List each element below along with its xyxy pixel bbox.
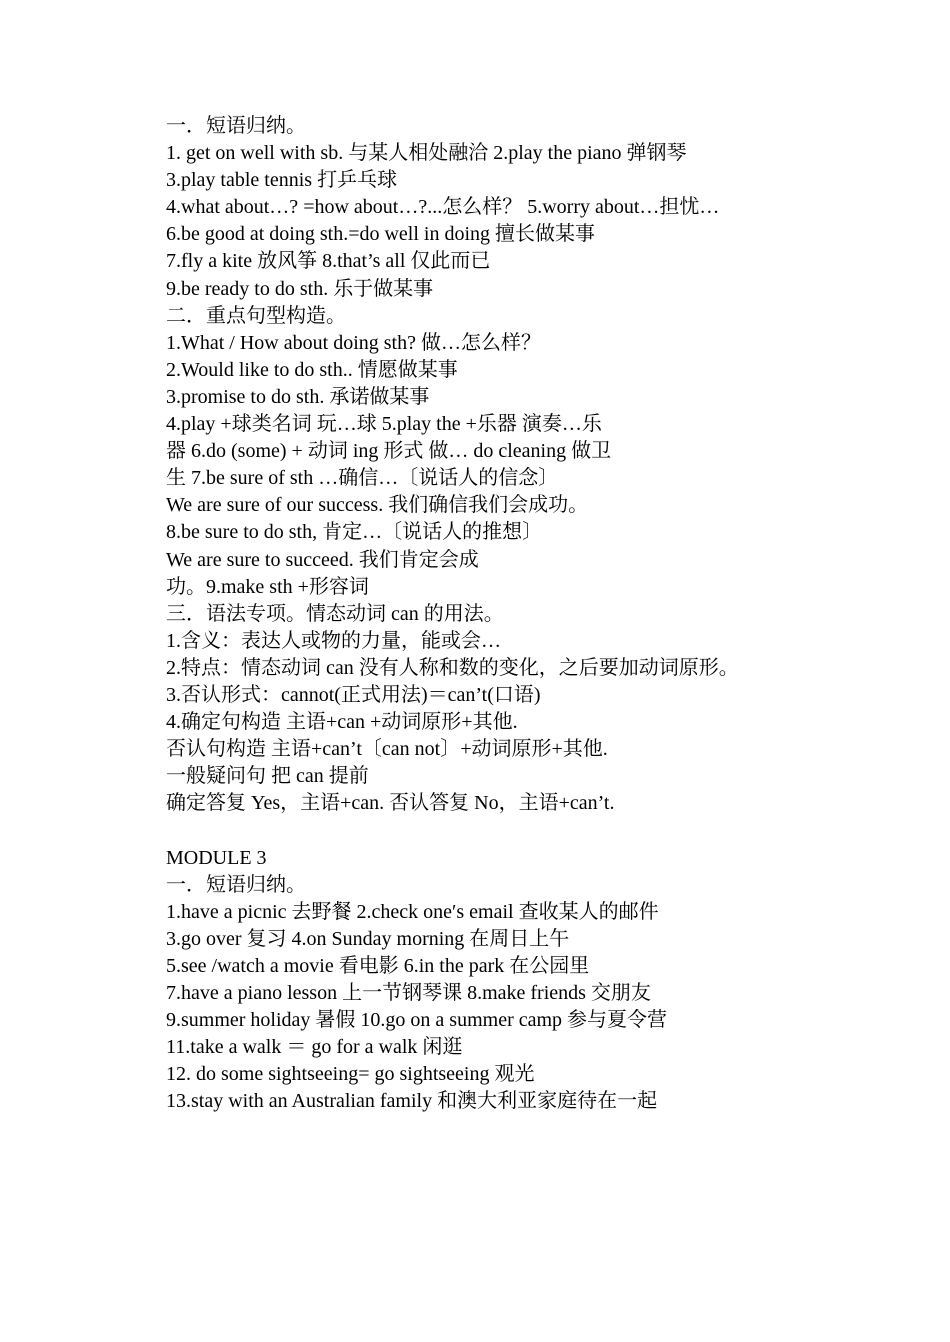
- blank-line: [166, 817, 806, 844]
- sentence-line: 生 7.be sure of sth …确信…〔说话人的信念〕: [166, 467, 559, 490]
- phrase-line: 11.take a walk ＝ go for a walk 闲逛: [166, 1036, 463, 1059]
- phrase-line: 4.what about…? =how about…?...怎么样？ 5.worry about…担忧…: [166, 196, 720, 219]
- grammar-line: 一般疑问句 把 can 提前: [166, 765, 369, 788]
- sentence-line: 3.promise to do sth. 承诺做某事: [166, 385, 430, 408]
- grammar-line: 4.确定句构造 主语+can +动词原形+其他.: [166, 711, 518, 734]
- sentence-line: 功。9.make sth +形容词: [166, 575, 369, 598]
- sentence-line: We are sure to succeed. 我们肯定会成: [166, 548, 479, 571]
- grammar-line: 否认句构造 主语+can’t〔can not〕+动词原形+其他.: [166, 738, 608, 761]
- phrase-line: 5.see /watch a movie 看电影 6.in the park 在公园里: [166, 954, 590, 977]
- grammar-line: 1.含义：表达人或物的力量，能或会…: [166, 629, 501, 652]
- phrase-line: 3.play table tennis 打乒乓球: [166, 169, 398, 192]
- sentence-line: 1.What / How about doing sth? 做…怎么样？: [166, 331, 541, 354]
- module-title: MODULE 3: [166, 846, 267, 869]
- grammar-line: 2.特点：情态动词 can 没有人称和数的变化，之后要加动词原形。: [166, 656, 739, 679]
- phrase-line: 12. do some sightseeing= go sightseeing 观光: [166, 1063, 535, 1086]
- document-body: [166, 113, 806, 1115]
- sentence-line: 8.be sure to do sth, 肯定…〔说话人的推想〕: [166, 521, 543, 544]
- sentence-line: 器 6.do (some) + 动词 ing 形式 做… do cleaning 做卫: [166, 440, 612, 463]
- phrase-line: 3.go over 复习 4.on Sunday morning 在周日上午: [166, 927, 570, 950]
- section-heading: 一．短语归纳。: [166, 873, 306, 896]
- section-heading: 三．语法专项。情态动词 can 的用法。: [166, 602, 504, 625]
- section-heading: 一．短语归纳。: [166, 115, 306, 137]
- grammar-line: 3.否认形式：cannot(正式用法)＝can’t(口语): [166, 683, 541, 706]
- phrase-line: 7.have a piano lesson 上一节钢琴课 8.make friends 交朋友: [166, 982, 651, 1004]
- phrase-line: 9.summer holiday 暑假 10.go on a summer camp 参与夏令营: [166, 1009, 668, 1032]
- phrase-line: 6.be good at doing sth.=do well in doing 擅长做某事: [166, 223, 596, 246]
- phrase-line: 13.stay with an Australian family 和澳大利亚家庭待在一起: [166, 1090, 658, 1113]
- sentence-line: 4.play +球类名词 玩…球 5.play the +乐器 演奏…乐: [166, 413, 602, 436]
- section-heading: 二．重点句型构造。: [166, 304, 346, 327]
- phrase-line: 1. get on well with sb. 与某人相处融洽 2.play the piano 弹钢琴: [166, 142, 687, 165]
- sentence-line: We are sure of our success. 我们确信我们会成功。: [166, 494, 589, 517]
- phrase-line: 7.fly a kite 放风筝 8.that’s all 仅此而已: [166, 250, 491, 273]
- grammar-line: 确定答复 Yes，主语+can. 否认答复 No，主语+can’t.: [166, 792, 615, 815]
- phrase-line: 9.be ready to do sth. 乐于做某事: [166, 277, 434, 300]
- sentence-line: 2.Would like to do sth.. 情愿做某事: [166, 358, 458, 381]
- phrase-line: 1.have a picnic 去野餐 2.check one′s email 查收某人的邮件: [166, 900, 659, 923]
